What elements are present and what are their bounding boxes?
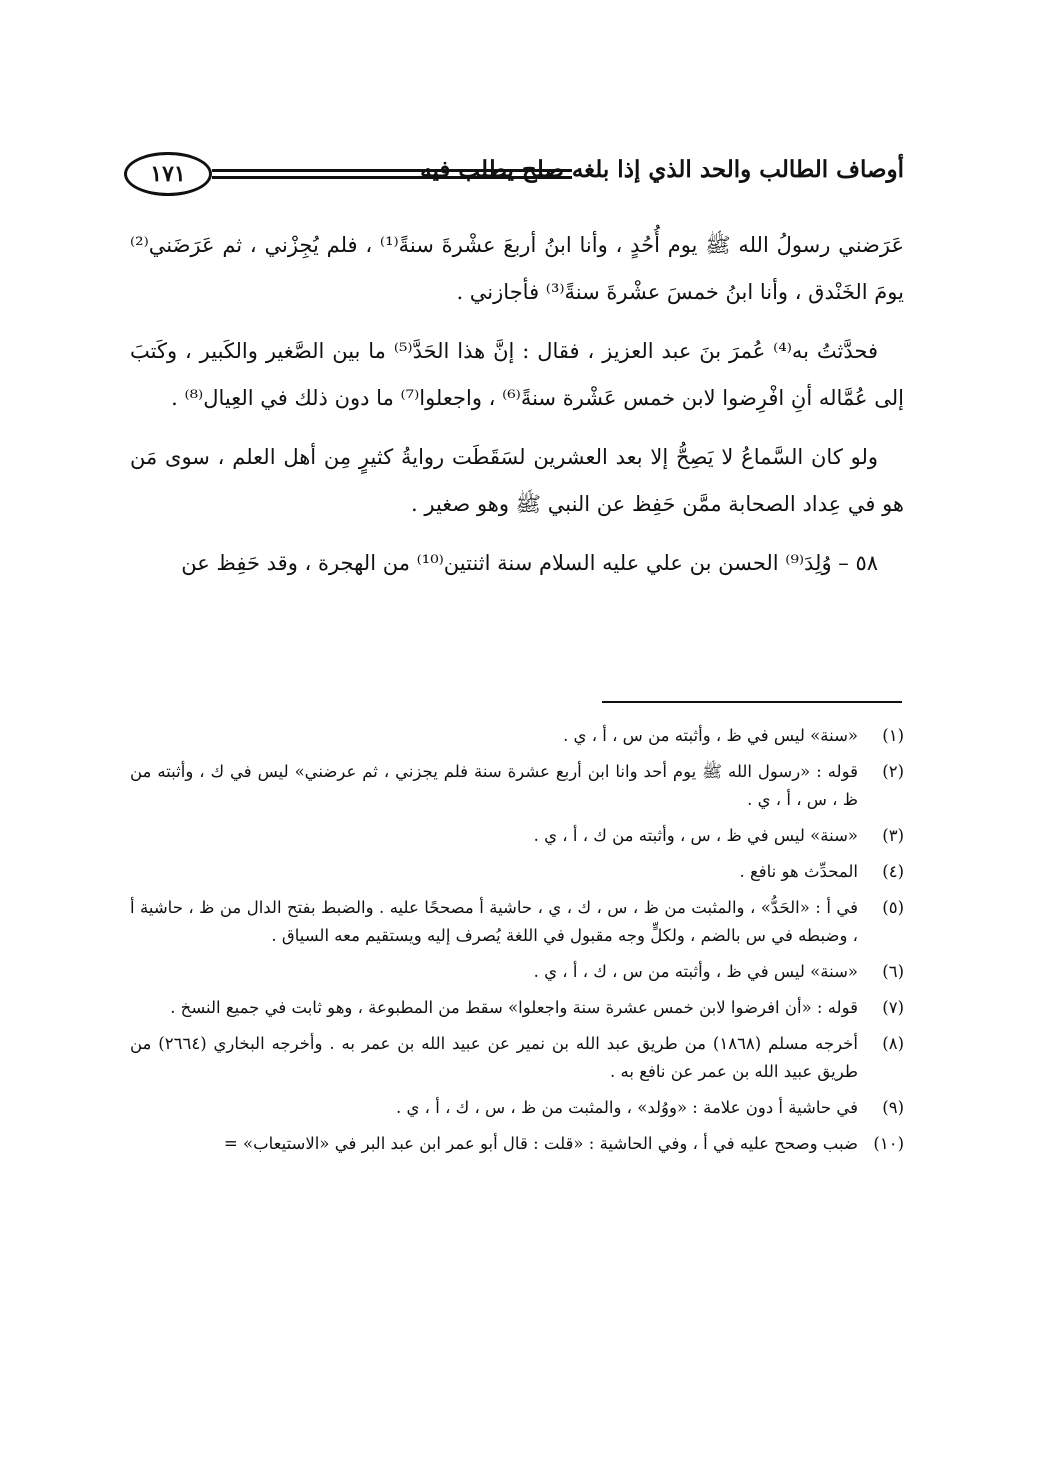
footnote-number: (٤) xyxy=(882,862,904,881)
footnote-number: (١٠) xyxy=(873,1134,904,1153)
footnote-text: قوله : «أن افرضوا لابن خمس عشرة سنة واجعلوا» سقط من المطبوعة ، وهو ثابت في جميع النسخ . xyxy=(170,998,858,1017)
footnotes xyxy=(130,722,904,1166)
footnote xyxy=(130,1094,904,1122)
footnote xyxy=(130,1130,904,1158)
page-header xyxy=(124,148,904,204)
footnote xyxy=(130,1030,904,1086)
paragraph-2: فحدَّثتُ به⁽⁴⁾ عُمرَ بنَ عبد العزيز ، فقال : إنَّ هذا الحَدَّ⁽⁵⁾ ما بين الصَّغير والكَبير ، وكَتبَ إلى عُمَّاله أنِ افْرِضوا لابن خمس عَشْرة سنةً⁽⁶⁾ ، واجعلوا⁽⁷⁾ ما دون ذلك في العِيال⁽⁸⁾ . xyxy=(130,339,904,410)
footnote-number: (٨) xyxy=(882,1034,904,1053)
footnote-text: في أ : «الحَدُّ» ، والمثبت من ظ ، س ، ك ، ي ، حاشية أ مصححًا عليه . والضبط بفتح الدال من ظ ، حاشية أ ، وضبطه في س بالضم ، ولكلٍّ وجه مقبول في اللغة يُصرف إليه ويستقيم معه السياق . xyxy=(130,898,858,945)
footnote xyxy=(130,994,904,1022)
footnote-text: «سنة» ليس في ظ ، س ، وأثبته من ك ، أ ، ي . xyxy=(533,826,858,845)
footnote xyxy=(130,894,904,950)
paragraph-4: ٥٨ – وُلِدَ⁽⁹⁾ الحسن بن علي عليه السلام سنة اثنتين⁽¹⁰⁾ من الهجرة ، وقد حَفِظ عن xyxy=(181,551,878,575)
footnote-text: ضبب وصحح عليه في أ ، وفي الحاشية : «قلت : قال أبو عمر ابن عبد البر في «الاستيعاب» = xyxy=(223,1134,858,1153)
footnote-text: أخرجه مسلم (١٨٦٨) من طريق عبد الله بن نمير عن عبيد الله بن عمر به . وأخرجه البخاري (٢٦٦٤) من طريق عبيد الله بن عمر عن نافع به . xyxy=(130,1034,858,1081)
page-number: ١٧١ xyxy=(124,152,212,196)
footnote xyxy=(130,758,904,814)
footnote-number: (٣) xyxy=(882,826,904,845)
footnote-text: قوله : «رسول الله ﷺ يوم أحد وانا ابن أربع عشرة سنة فلم يجزني ، ثم عرضني» ليس في ك ، وأثبته من ظ ، س ، أ ، ي . xyxy=(130,762,858,809)
footnote xyxy=(130,858,904,886)
footnote-text: في حاشية أ دون علامة : «ووُلد» ، والمثبت من ظ ، س ، ك ، أ ، ي . xyxy=(396,1098,858,1117)
main-text xyxy=(130,222,904,599)
footnote-number: (٦) xyxy=(882,962,904,981)
footnote-number: (٩) xyxy=(882,1098,904,1117)
paragraph-3: ولو كان السَّماعُ لا يَصِحُّ إلا بعد العشرين لسَقَطَت روايةُ كثيرٍ مِن أهل العلم ، سوى مَن هو في عِداد الصحابة ممَّن حَفِظ عن النبي ﷺ وهو صغير . xyxy=(130,445,904,516)
footnote-number: (٧) xyxy=(882,998,904,1017)
footnote-text: «سنة» ليس في ظ ، وأثبته من س ، أ ، ي . xyxy=(563,726,858,745)
footnote-number: (١) xyxy=(882,726,904,745)
running-title: أوصاف الطالب والحد الذي إذا بلغه صلح يطلب فيه xyxy=(420,156,904,183)
footnote xyxy=(130,822,904,850)
footnote-number: (٢) xyxy=(882,762,904,781)
footnote-separator xyxy=(602,701,902,703)
footnote-text: «سنة» ليس في ظ ، وأثبته من س ، ك ، أ ، ي . xyxy=(533,962,858,981)
footnote-text: المحدِّث هو نافع . xyxy=(739,862,858,881)
footnote-number: (٥) xyxy=(882,898,904,917)
paragraph-1: عَرَضني رسولُ الله ﷺ يوم أُحُدٍ ، وأنا ابنُ أربعَ عشْرةَ سنةً⁽¹⁾ ، فلم يُجِزْني ، ثم عَرَضَني⁽²⁾ يومَ الخَنْدق ، وأنا ابنُ خمسَ عشْرةَ سنةً⁽³⁾ فأجازني . xyxy=(130,233,904,304)
footnote xyxy=(130,722,904,750)
footnote xyxy=(130,958,904,986)
